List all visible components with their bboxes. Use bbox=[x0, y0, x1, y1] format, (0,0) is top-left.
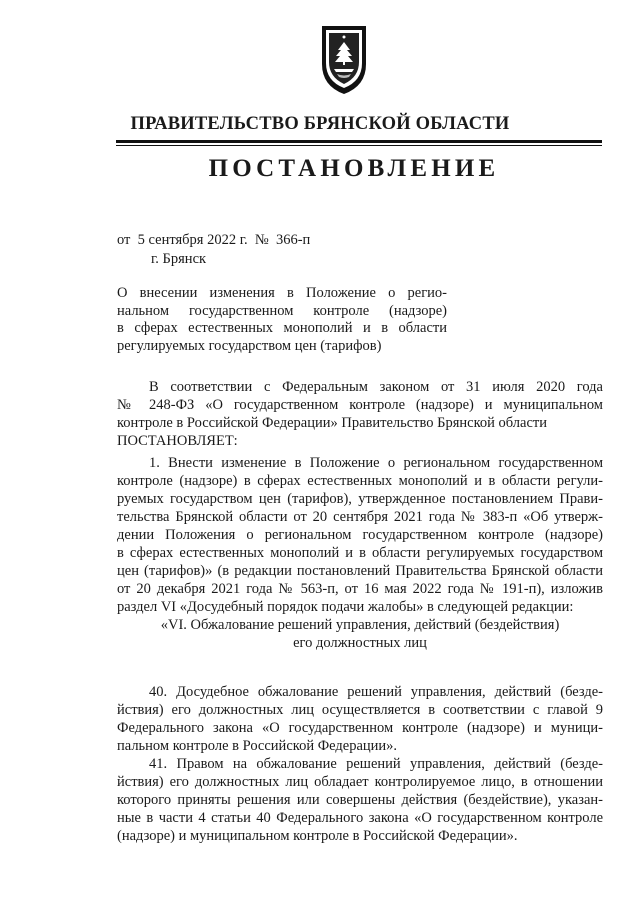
text-line: от 20 декабря 2021 года № 563-п, от 16 мая 2022 года № 191-п), изложив bbox=[117, 581, 603, 597]
date-number-line: от 5 сентября 2022 г. № 366-п bbox=[117, 232, 311, 248]
text-line: контроле (надзоре) в сферах естественных монополий и в области регули- bbox=[117, 473, 603, 489]
text-line: дении Положения о региональном государственном контроле (надзоре) bbox=[117, 527, 603, 543]
item-1-paragraph bbox=[117, 454, 603, 652]
text-line: раздел VI «Досудебный порядок подачи жалобы» в следующей редакции: bbox=[117, 599, 574, 615]
text-line: ные в части 4 статьи 40 Федерального закона «О государственном контроле bbox=[117, 810, 603, 826]
text-line: руемых государством цен (тарифов), утвержденное постановлением Прави- bbox=[117, 491, 603, 507]
text-line: ПОСТАНОВЛЯЕТ: bbox=[117, 433, 238, 449]
bryansk-coat-of-arms-icon bbox=[318, 20, 370, 96]
subject-line: в сферах естественных монополий и в области bbox=[117, 320, 447, 337]
clauses-paragraph bbox=[117, 683, 603, 845]
text-line: (надзоре) и муниципальном контроле в Российской Федерации». bbox=[117, 828, 518, 844]
text-line: йствия) его должностных лиц обладает контролируемое лицо, в отношении bbox=[117, 774, 603, 790]
text-line: цен (тарифов)» (в редакции постановлений Правительства Брянской области bbox=[117, 563, 603, 579]
text-line: контроле в Российской Федерации» Правительство Брянской области bbox=[117, 415, 547, 431]
text-line: йствия) его должностных лиц осуществляется в соответствии с главой 9 bbox=[117, 702, 603, 718]
section-heading-line: его должностных лиц bbox=[293, 635, 427, 651]
document-subject bbox=[117, 285, 447, 355]
text-line: в сферах естественных монополий и в области регулируемых государством bbox=[117, 545, 603, 561]
text-line: пальном контроле в Российской Федерации». bbox=[117, 738, 398, 754]
city: г. Брянск bbox=[151, 251, 207, 267]
header-rule-thick bbox=[116, 140, 602, 143]
government-name: ПРАВИТЕЛЬСТВО БРЯНСКОЙ ОБЛАСТИ bbox=[130, 114, 510, 134]
text-line: В соответствии с Федеральным законом от 31 июля 2020 года bbox=[149, 379, 603, 395]
text-line: 40. Досудебное обжалование решений управления, действий (безде- bbox=[149, 684, 603, 700]
text-line: которого приняты решения или совершены действия (бездействие), указан- bbox=[117, 792, 603, 808]
section-heading-line: «VI. Обжалование решений управления, действий (бездействия) bbox=[160, 617, 560, 633]
text-line: № 248-ФЗ «О государственном контроле (надзоре) и муниципальном bbox=[117, 397, 603, 413]
preamble-paragraph bbox=[117, 378, 603, 450]
text-line: тельства Брянской области от 20 сентября 2021 года № 383-п «Об утверж- bbox=[117, 509, 603, 525]
header-rule-thin bbox=[116, 145, 602, 146]
subject-line: О внесении изменения в Положение о регио- bbox=[117, 285, 447, 301]
subject-line: регулируемых государством цен (тарифов) bbox=[117, 337, 382, 354]
text-line: Федерального закона «О государственном контроле (надзоре) и муници- bbox=[117, 720, 603, 736]
subject-line: нальном государственном контроле (надзоре) bbox=[117, 302, 447, 319]
text-line: 1. Внести изменение в Положение о региональном государственном bbox=[149, 455, 603, 471]
text-line: 41. Правом на обжалование решений управления, действий (безде- bbox=[149, 756, 603, 772]
document-type: ПОСТАНОВЛЕНИЕ bbox=[208, 155, 500, 182]
